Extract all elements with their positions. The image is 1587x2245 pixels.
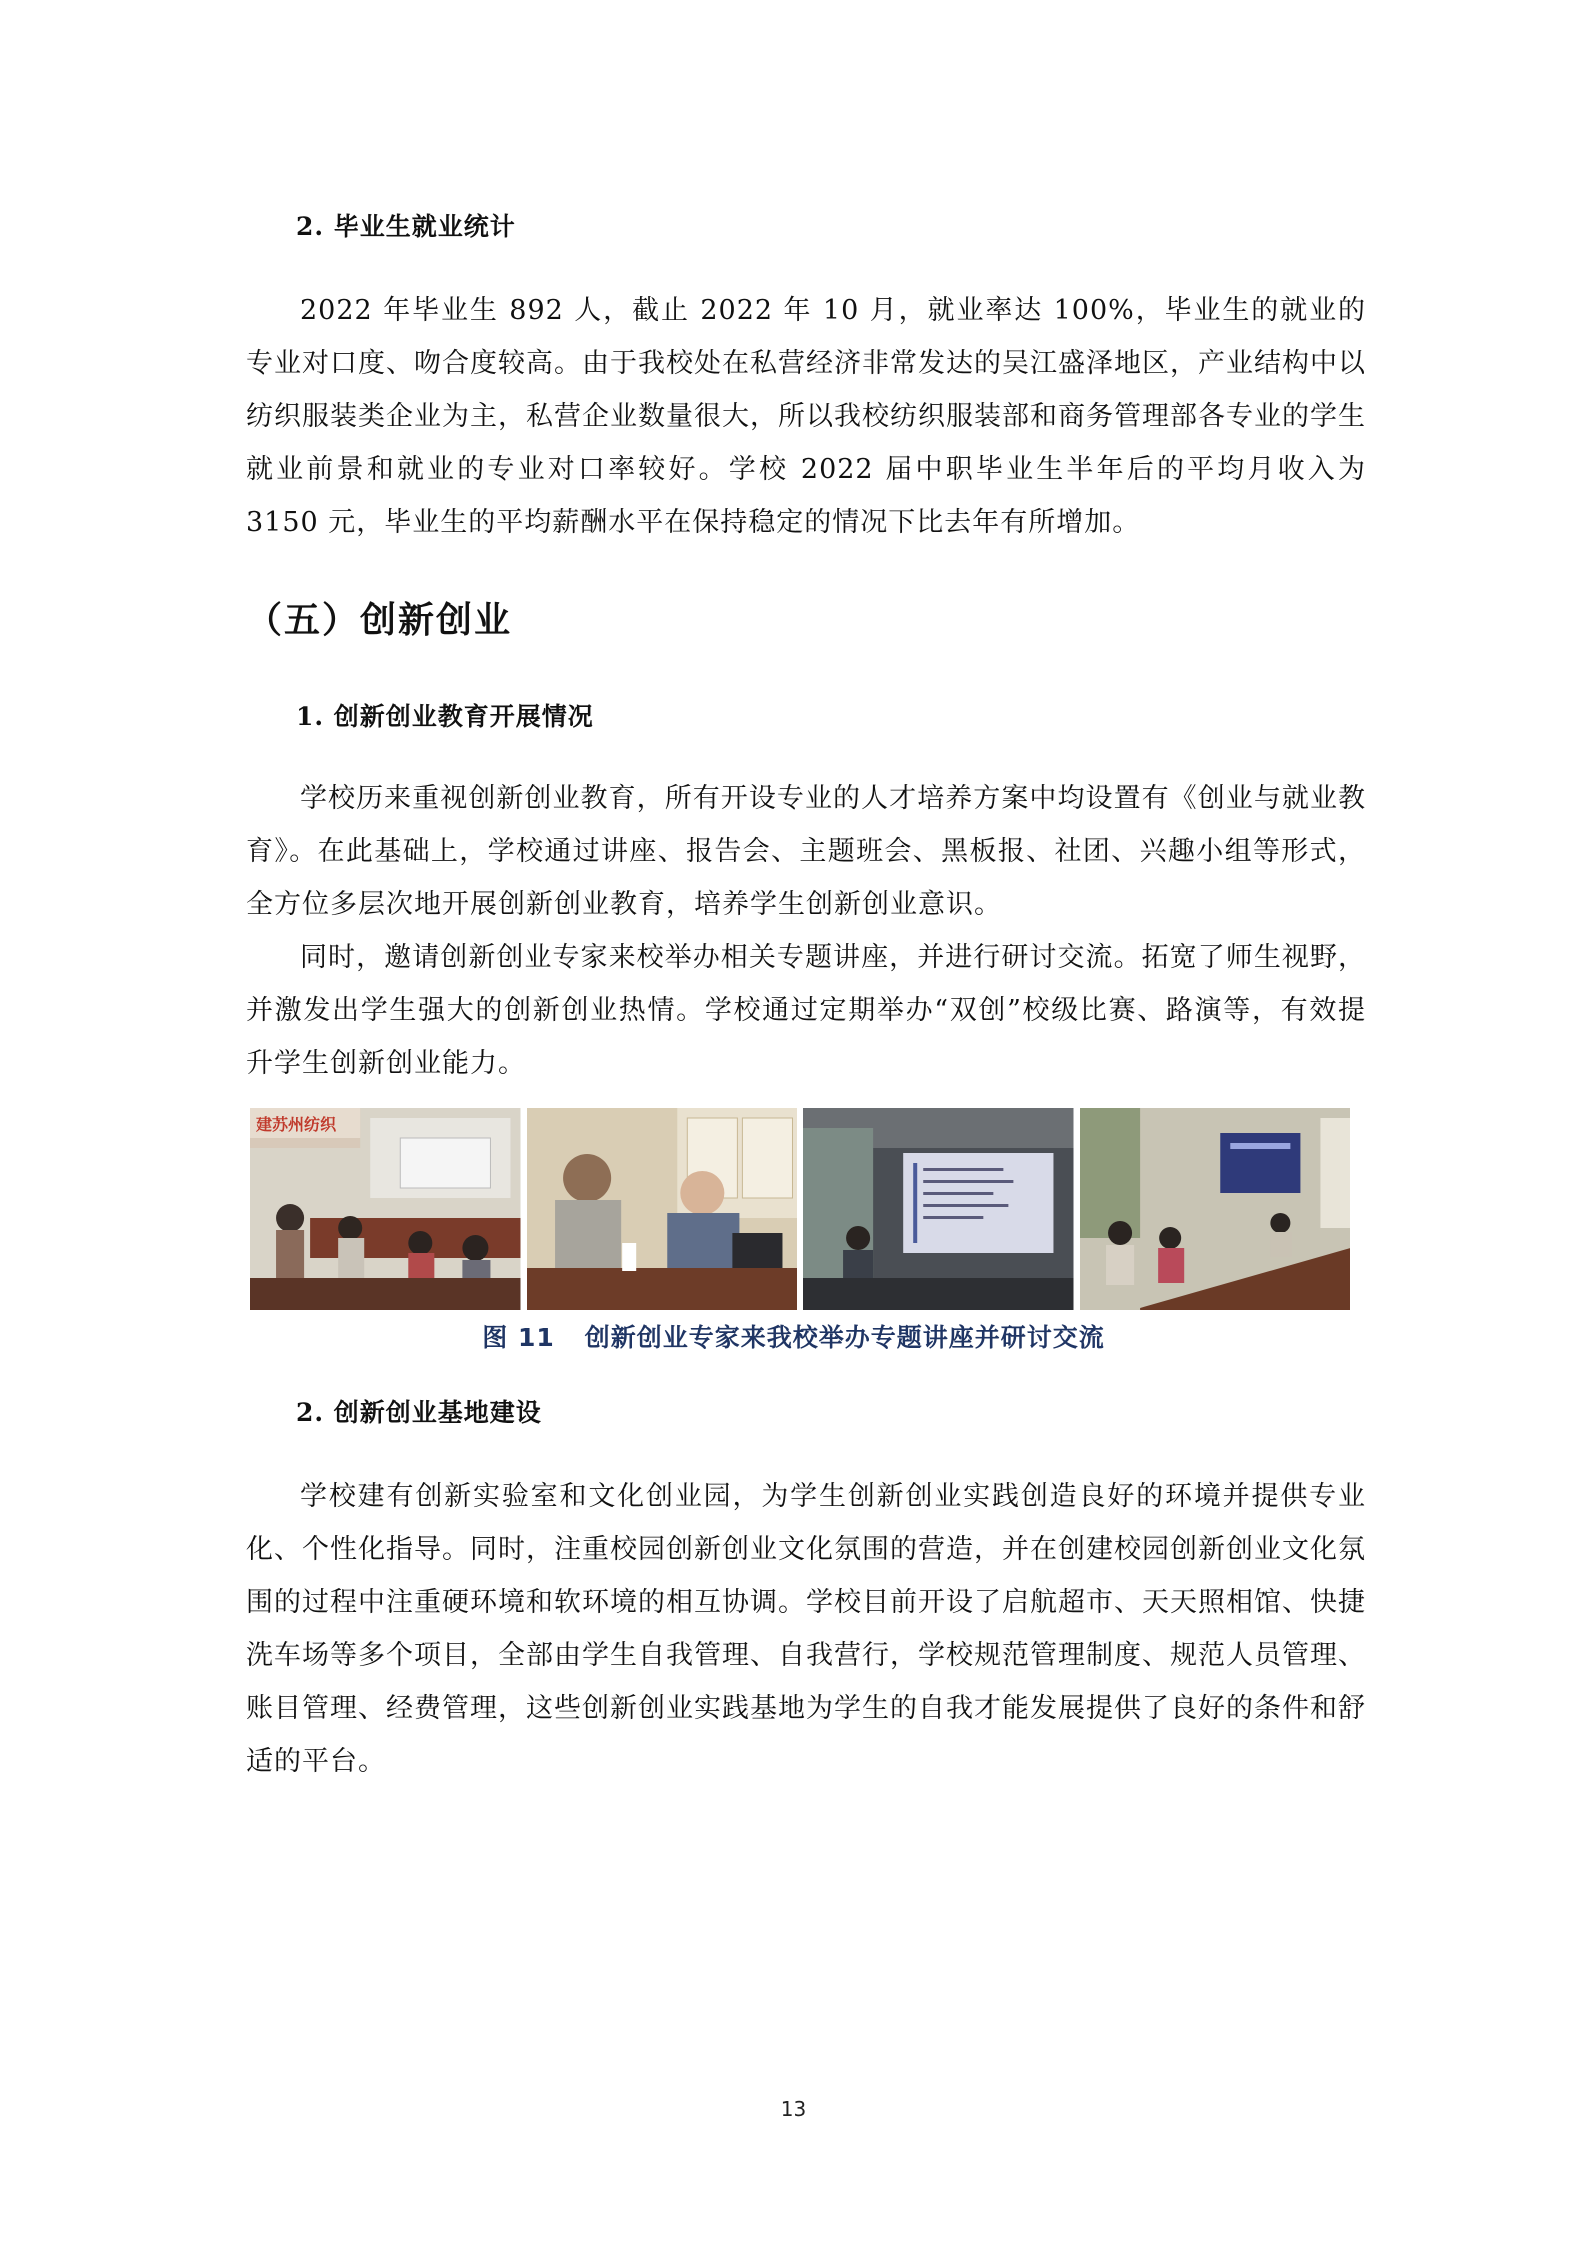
- lecture-photo-4: [1080, 1108, 1351, 1310]
- page-number: 13: [780, 2097, 807, 2121]
- lecture-photo-2: [527, 1108, 798, 1310]
- banner-text: 建苏州纺织: [256, 1115, 337, 1134]
- education-heading: 1. 创新创业教育开展情况: [296, 702, 594, 731]
- employment-heading: 2. 毕业生就业统计: [296, 212, 516, 241]
- lecture-photo-strip: [250, 1108, 1350, 1310]
- lecture-photo-3: [803, 1108, 1074, 1310]
- figure-caption: [0, 1318, 1587, 1354]
- education-paragraph-2: 同时，邀请创新创业专家来校举办相关专题讲座，并进行研讨交流。拓宽了师生视野，并激发出学生强大的创新创业热情。学校通过定期举办“双创”校级比赛、路演等，有效提升学生创新创业能力。: [246, 942, 1366, 1079]
- lecture-photo-1: [250, 1108, 521, 1310]
- figure-number: 图 11: [482, 1323, 555, 1352]
- base-paragraph: 学校建有创新实验室和文化创业园，为学生创新创业实践创造良好的环境并提供专业化、个性化指导。同时，注重校园创新创业文化氛围的营造，并在创建校园创新创业文化氛围的过程中注重硬环境和软环境的相互协调。学校目前开设了启航超市、天天照相馆、快捷洗车场等多个项目，全部由学生自我管理、自我营行，学校规范管理制度、规范人员管理、账目管理、经费管理，这些创新创业实践基地为学生的自我才能发展提供了良好的条件和舒适的平台。: [246, 1481, 1366, 1777]
- education-paragraph-1: 学校历来重视创新创业教育，所有开设专业的人才培养方案中均设置有《创业与就业教育》。在此基础上，学校通过讲座、报告会、主题班会、黑板报、社团、兴趣小组等形式，全方位多层次地开展创新创业教育，培养学生创新创业意识。: [246, 783, 1366, 920]
- base-heading: 2. 创新创业基地建设: [296, 1398, 542, 1427]
- figure-caption-text: 创新创业专家来我校举办专题讲座并研讨交流: [584, 1323, 1105, 1352]
- innovation-heading: （五）创新创业: [246, 599, 513, 641]
- employment-paragraph: 2022 年毕业生 892 人，截止 2022 年 10 月，就业率达 100%，毕业生的就业的专业对口度、吻合度较高。由于我校处在私营经济非常发达的吴江盛泽地区，产业结构中以纺织服装类企业为主，私营企业数量很大，所以我校纺织服装部和商务管理部各专业的学生就业前景和就业的专业对口率较好。学校 2022 届中职毕业生半年后的平均月收入为 3150 元，毕业生的平均薪酬水平在保持稳定的情况下比去年有所增加。: [246, 295, 1366, 538]
